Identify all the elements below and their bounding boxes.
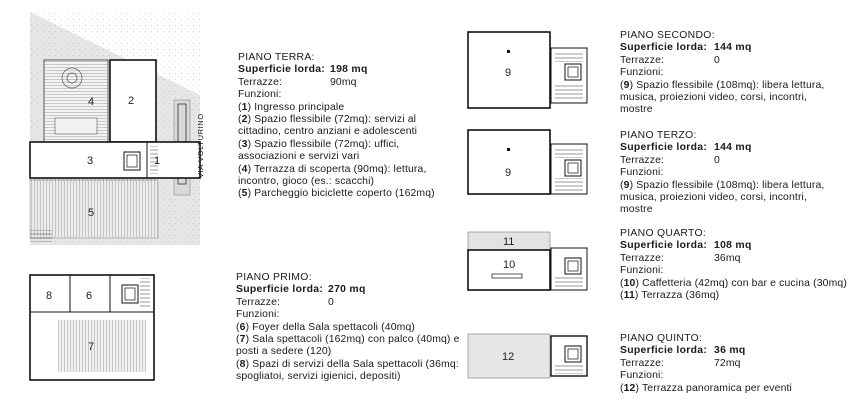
terrazze-value: 0	[328, 296, 334, 308]
superficie-value: 36 mq	[714, 345, 746, 357]
superficie-label: Superficie lorda:	[620, 240, 708, 252]
terrazze-label: Terrazze:	[620, 357, 665, 369]
room-label-4: 4	[88, 96, 95, 108]
superficie-value: 198 mq	[330, 64, 368, 76]
funzione-item: (6) Foyer della Sala spettacoli (40mq)	[236, 321, 415, 333]
terrazze-value: 0	[714, 54, 720, 66]
funzione-item: (5) Parcheggio biciclette coperto (162mq)	[238, 188, 435, 200]
plan-piano-terzo	[468, 130, 587, 194]
funzione-item: (2) Spazio flessibile (72mq): servizi al cittadino, centro anziani e adolescenti	[238, 114, 418, 138]
funzione-item: (3) Spazio flessibile (72mq): uffici, associazioni e servizi vari	[238, 138, 400, 163]
terrazze-label: Terrazze:	[238, 76, 283, 88]
room-label-5: 5	[88, 207, 95, 219]
superficie-label: Superficie lorda:	[620, 42, 708, 54]
room-label-2: 2	[128, 95, 135, 107]
funzione-item: (11) Terrazza (36mq)	[620, 290, 720, 302]
funzione-item: (8) Spazi di servizi della Sala spettacoli (36mq: spogliatoi, servizi igienici, depositi)	[236, 358, 459, 383]
terrazze-value: 36mq	[714, 252, 741, 264]
room-label-10: 10	[503, 259, 516, 271]
superficie-value: 270 mq	[328, 284, 366, 296]
funzione-item: (7) Sala spettacoli (162mq) con palco (40mq) e posti a sedere (120)	[236, 334, 460, 358]
floor-title: PIANO SECONDO:	[620, 30, 715, 41]
funzioni-label: Funzioni:	[238, 89, 282, 101]
funzioni-label: Funzioni:	[620, 265, 664, 277]
room-label-9-terzo: 9	[505, 167, 512, 179]
funzione-item: (10) Caffetteria (42mq) con bar e cucina (30mq)	[620, 277, 847, 289]
superficie-value: 108 mq	[714, 240, 752, 252]
terrazze-value: 0	[714, 154, 720, 166]
terrazze-value: 90mq	[330, 76, 357, 88]
floor-info-quarto	[620, 228, 847, 302]
funzioni-label: Funzioni:	[620, 67, 664, 79]
superficie-label: Superficie lorda:	[236, 284, 324, 296]
room-label-8: 8	[46, 290, 53, 302]
terrazze-label: Terrazze:	[620, 154, 665, 166]
plan-piano-quarto	[468, 232, 587, 290]
funzione-item: (1) Ingresso principale	[238, 101, 345, 113]
funzione-item: (9) Spazio flessibile (108mq): libera lettura, musica, proiezioni video, corsi, incontri, mostre	[620, 79, 825, 116]
room-label-7: 7	[88, 341, 95, 353]
funzione-item: (4) Terrazza di scoperta (90mq): lettura, incontro, gioco (es.: scacchi)	[238, 163, 427, 188]
room-label-9-secondo: 9	[505, 67, 512, 79]
plan-piano-primo	[30, 275, 154, 380]
terrazze-label: Terrazze:	[620, 54, 665, 66]
floor-info-terzo	[620, 130, 830, 217]
room-label-12: 12	[502, 351, 515, 363]
funzioni-label: Funzioni:	[620, 370, 664, 382]
floor-info-terra	[238, 52, 458, 201]
plan-piano-quinto	[468, 334, 587, 378]
floor-title: PIANO PRIMO:	[236, 272, 312, 283]
street-label: VIA VOLTURINO	[196, 113, 205, 178]
funzione-item: (9) Spazio flessibile (108mq): libera lettura, musica, proiezioni video, corsi, incontri, mostre	[620, 179, 825, 216]
plan-piano-secondo	[468, 32, 587, 108]
floor-title: PIANO TERZO:	[620, 130, 697, 141]
funzioni-label: Funzioni:	[236, 309, 280, 321]
terrazze-value: 72mq	[714, 357, 741, 369]
funzione-item: (12) Terrazza panoramica per eventi	[620, 382, 792, 394]
terrazze-label: Terrazze:	[620, 252, 665, 264]
plan-piano-terra	[30, 12, 200, 245]
room-label-1: 1	[154, 155, 161, 167]
superficie-label: Superficie lorda:	[238, 64, 326, 76]
superficie-value: 144 mq	[714, 42, 752, 54]
room-label-6: 6	[86, 290, 93, 302]
superficie-label: Superficie lorda:	[620, 345, 708, 357]
floor-info-quinto	[620, 333, 830, 395]
terrazze-label: Terrazze:	[236, 296, 281, 308]
funzioni-label: Funzioni:	[620, 167, 664, 179]
room-label-11: 11	[503, 236, 515, 248]
floor-info-secondo	[620, 30, 830, 117]
superficie-label: Superficie lorda:	[620, 142, 708, 154]
floor-title: PIANO TERRA:	[238, 52, 315, 63]
room-label-3: 3	[87, 155, 94, 167]
superficie-value: 144 mq	[714, 142, 752, 154]
floor-info-primo	[236, 272, 464, 384]
floor-title: PIANO QUINTO:	[620, 333, 703, 344]
floor-title: PIANO QUARTO:	[620, 228, 707, 239]
